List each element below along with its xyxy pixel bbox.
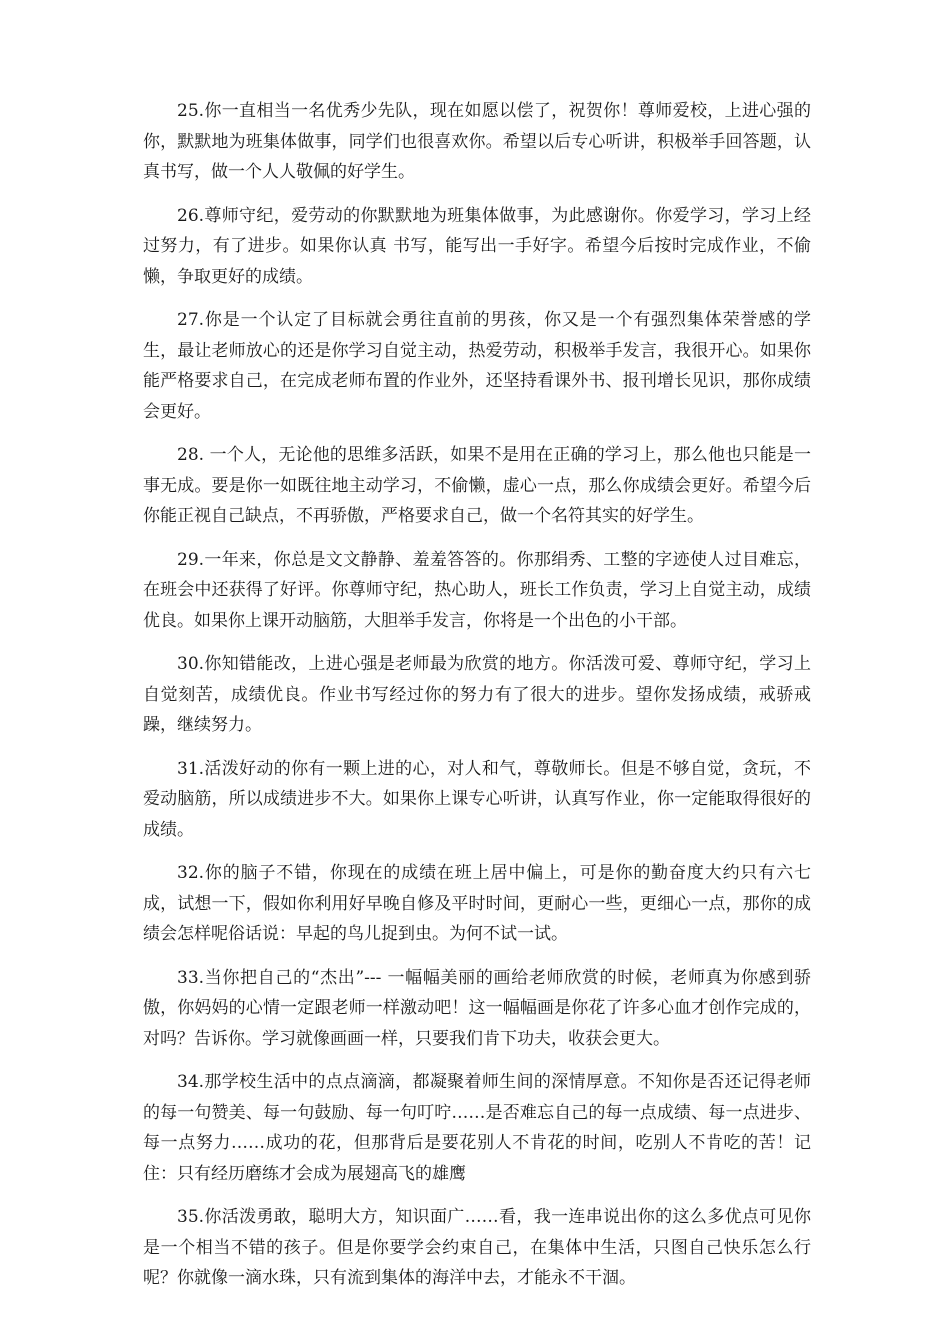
comment-paragraph-27: 27.你是一个认定了目标就会勇往直前的男孩，你又是一个有强烈集体荣誉感的学生，最让老师放心的还是你学习自觉主动，热爱劳动，积极举手发言，我很开心。如果你能严格要求自己，在完成老师布置的作业外，还坚持看课外书、报刊增长见识，那你成绩会更好。 bbox=[143, 310, 811, 422]
comment-paragraph-31: 31.活泼好动的你有一颗上进的心，对人和气，尊敬师长。但是不够自觉，贪玩，不爱动脑筋，所以成绩进步不大。如果你上课专心听讲，认真写作业，你一定能取得很好的成绩。 bbox=[143, 758, 811, 840]
comment-paragraph-28: 28. 一个人，无论他的思维多活跃，如果不是用在正确的学习上，那么他也只能是一事无成。要是你一如既往地主动学习，不偷懒，虚心一点，那么你成绩会更好。希望今后你能正视自己缺点，不再骄傲，严格要求自己，做一个名符其实的好学生。 bbox=[143, 445, 811, 526]
document-body bbox=[143, 96, 811, 1307]
comment-paragraph-26: 26.尊师守纪，爱劳动的你默默地为班集体做事，为此感谢你。你爱学习，学习上经过努力，有了进步。如果你认真 书写，能写出一手好字。希望今后按时完成作业，不偷懒，争取更好的成绩。 bbox=[143, 205, 811, 287]
comment-paragraph-35: 35.你活泼勇敢，聪明大方，知识面广……看，我一连串说出你的这么多优点可见你是一个相当不错的孩子。但是你要学会约束自己，在集体中生活，只图自己快乐怎么行呢？你就像一滴水珠，只有流到集体的海洋中去，才能永不干涸。 bbox=[143, 1207, 811, 1288]
comment-paragraph-32: 32.你的脑子不错，你现在的成绩在班上居中偏上，可是你的勤奋度大约只有六七成，试想一下，假如你利用好早晚自修及平时时间，更耐心一些，更细心一点，那你的成绩会怎样呢俗话说：早起的鸟儿捉到虫。为何不试一试。 bbox=[143, 863, 811, 944]
comment-paragraph-29: 29.一年来，你总是文文静静、羞羞答答的。你那绢秀、工整的字迹使人过目难忘，在班会中还获得了好评。你尊师守纪，热心助人，班长工作负责，学习上自觉主动，成绩优良。如果你上课开动脑筋，大胆举手发言，你将是一个出色的小干部。 bbox=[143, 549, 811, 631]
comment-paragraph-33: 33.当你把自己的“杰出”--- 一幅幅美丽的画给老师欣赏的时候，老师真为你感到骄傲，你妈妈的心情一定跟老师一样激动吧！这一幅幅画是你花了许多心血才创作完成的，对吗？告诉你。学习就像画画一样，只要我们肯下功夫，收获会更大。 bbox=[143, 967, 811, 1049]
comment-paragraph-34: 34.那学校生活中的点点滴滴，都凝聚着师生间的深情厚意。不知你是否还记得老师的每一句赞美、每一句鼓励、每一句叮咛……是否难忘自己的每一点成绩、每一点进步、每一点努力……成功的花，但那背后是要花别人不肯花的时间，吃别人不肯吃的苦！记住：只有经历磨练才会成为展翅高飞的雄鹰 bbox=[143, 1072, 811, 1184]
comment-paragraph-25: 25.你一直相当一名优秀少先队，现在如愿以偿了，祝贺你！尊师爱校，上进心强的你，默默地为班集体做事，同学们也很喜欢你。希望以后专心听讲，积极举手回答题，认真书写，做一个人人敬佩的好学生。 bbox=[143, 101, 811, 182]
comment-paragraph-30: 30.你知错能改，上进心强是老师最为欣赏的地方。你活泼可爱、尊师守纪，学习上自觉刻苦，成绩优良。作业书写经过你的努力有了很大的进步。望你发扬成绩，戒骄戒躁，继续努力。 bbox=[143, 654, 811, 735]
